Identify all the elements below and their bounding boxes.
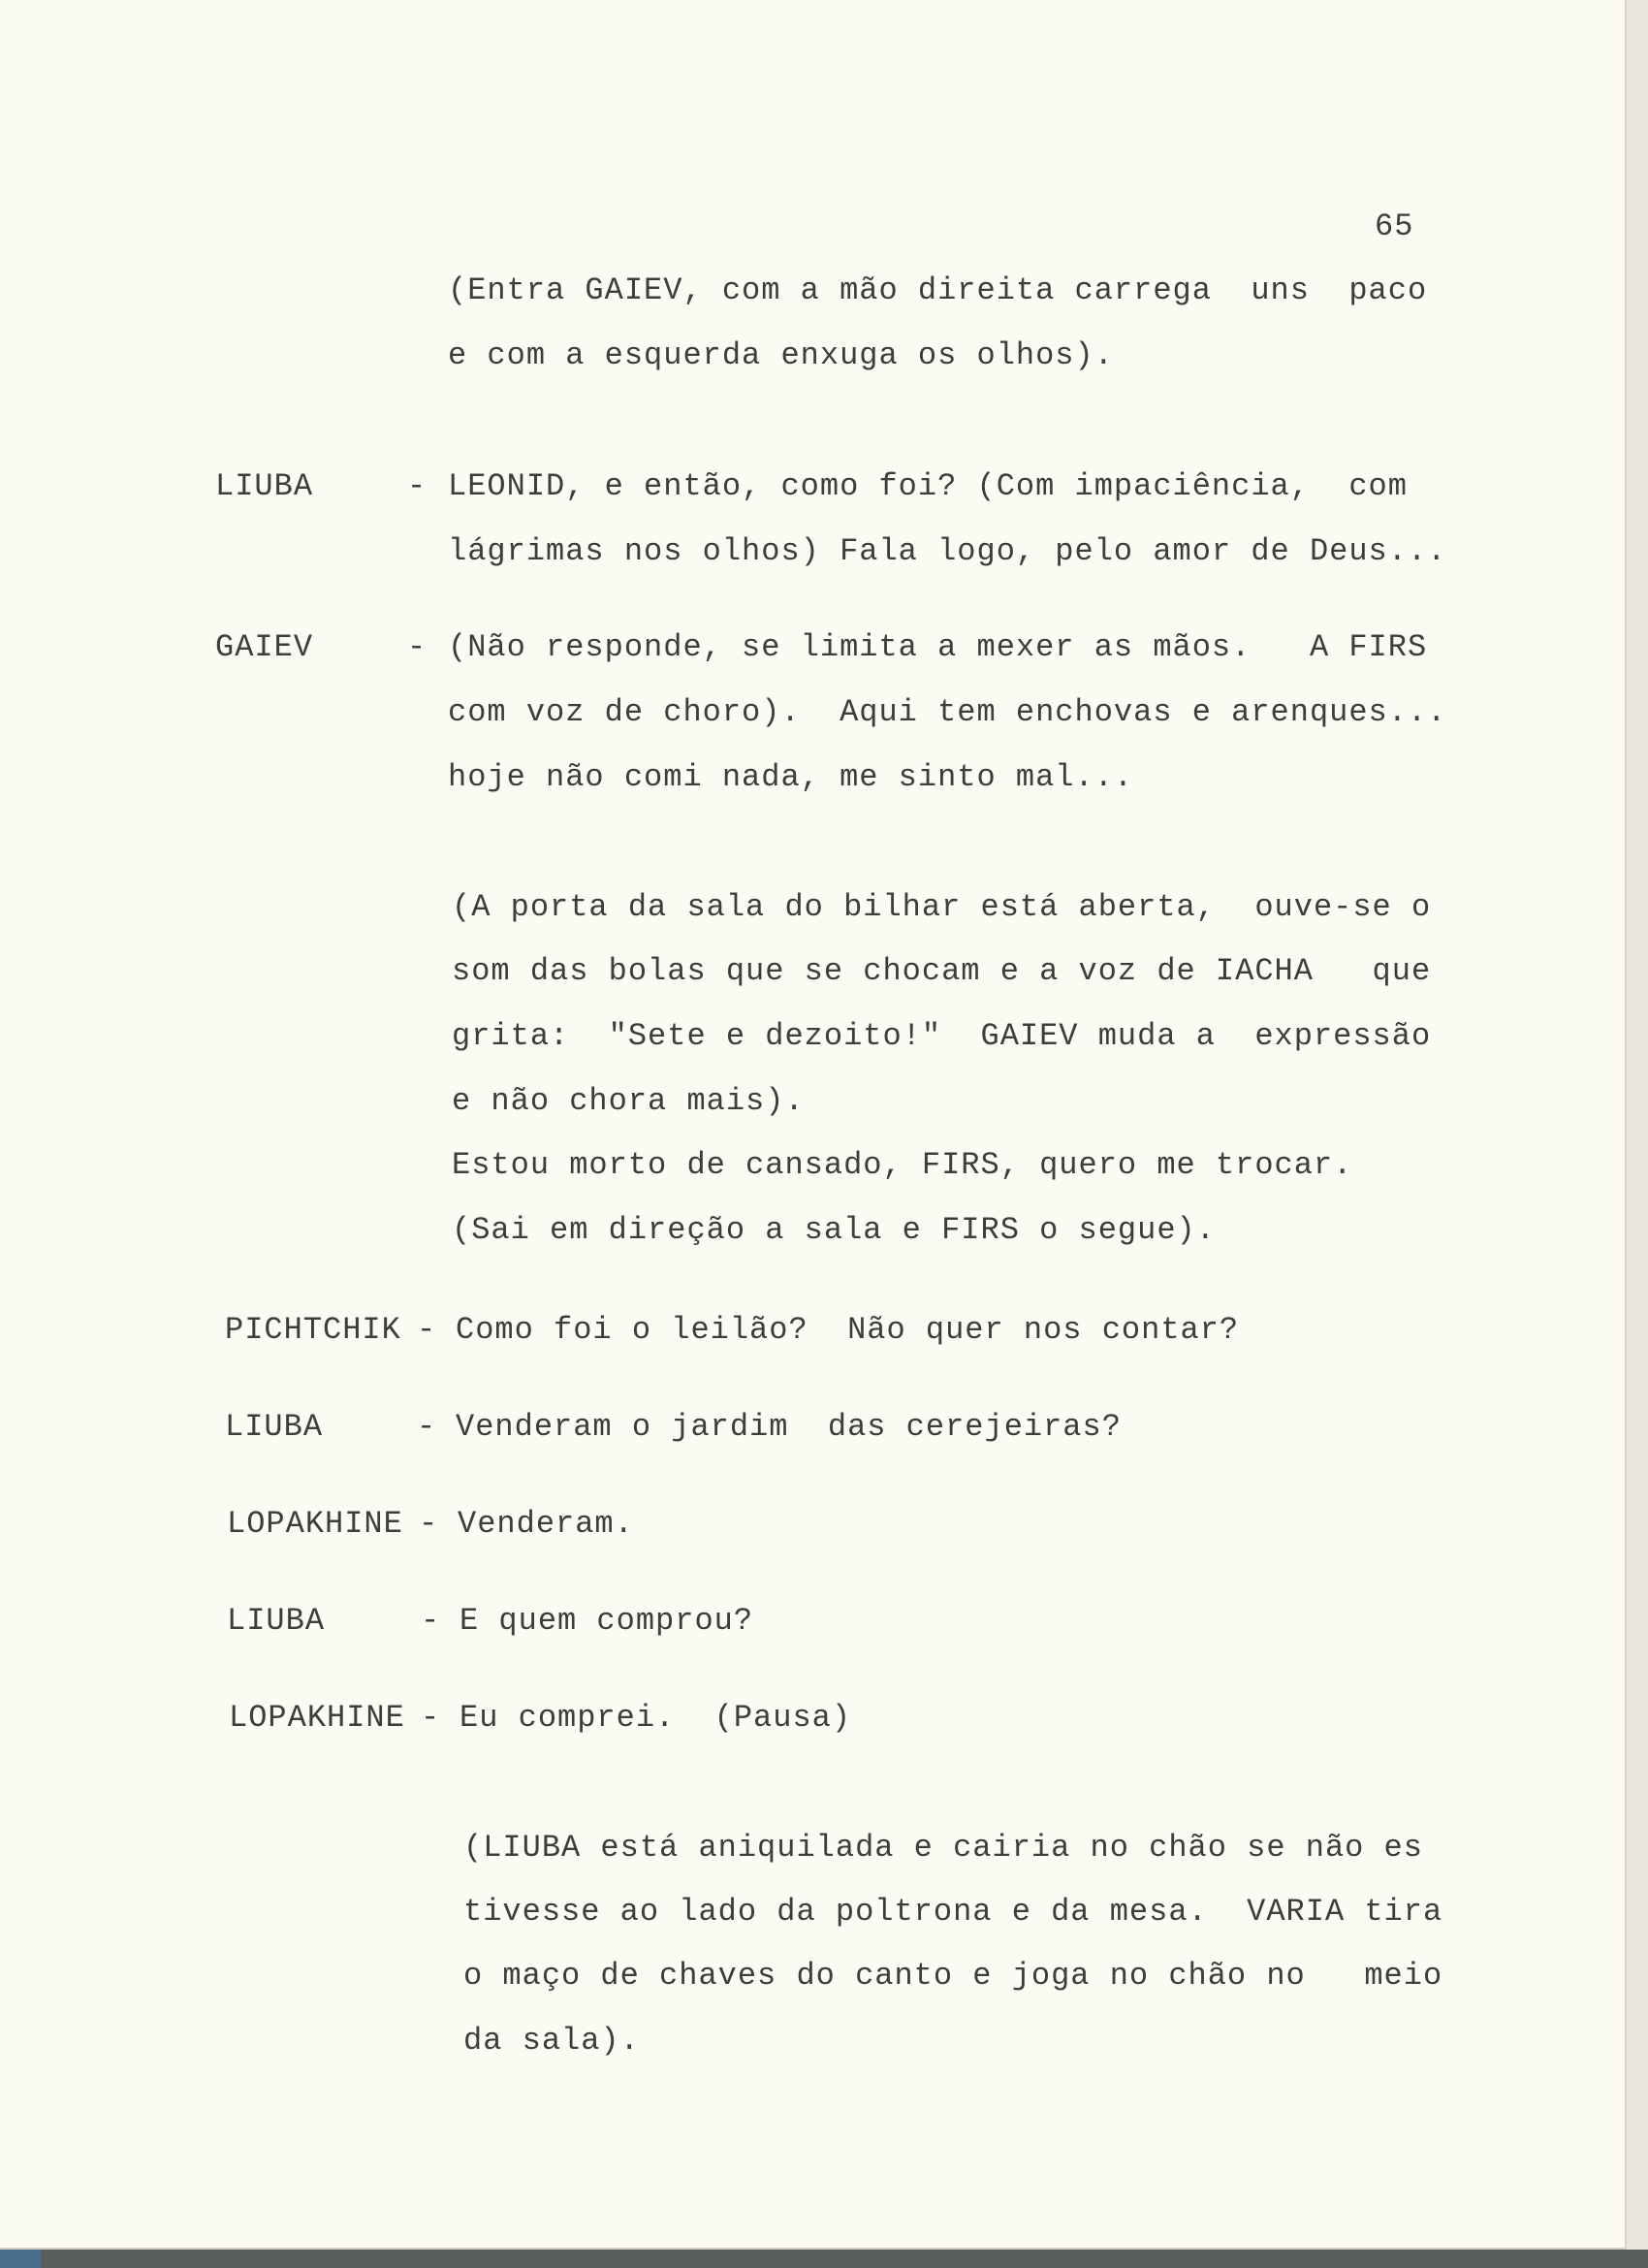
speaker-dash: - <box>417 1409 437 1445</box>
speaker-dash: - <box>421 1603 441 1639</box>
speaker-name: LIUBA <box>215 468 314 504</box>
dialogue-line: Como foi o leilão? Não quer nos contar? <box>456 1312 1240 1348</box>
stage-direction-line: grita: "Sete e dezoito!" GAIEV muda a expressão <box>452 1018 1432 1054</box>
dialogue-line: Eu comprei. (Pausa) <box>460 1700 852 1736</box>
speaker-dash: - <box>407 629 428 665</box>
stage-direction-line: (LIUBA está aniquilada e cairia no chão se não es <box>463 1830 1423 1866</box>
dialogue-line: lágrimas nos olhos) Fala logo, pelo amor de Deus... <box>448 533 1447 569</box>
speaker-name: LOPAKHINE <box>227 1506 403 1542</box>
stage-direction-line: (Sai em direção a sala e FIRS o segue). <box>452 1212 1216 1248</box>
speaker-dash: - <box>417 1312 437 1348</box>
speaker-name: PICHTCHIK <box>225 1312 401 1348</box>
stage-direction-line: da sala). <box>463 2023 640 2059</box>
speaker-dash: - <box>421 1700 441 1736</box>
speaker-name: GAIEV <box>215 629 314 665</box>
speaker-name: LOPAKHINE <box>229 1700 405 1736</box>
dialogue-line: com voz de choro). Aqui tem enchovas e arenques... <box>448 694 1447 730</box>
stage-direction-line: tivesse ao lado da poltrona e da mesa. VARIA tira <box>463 1894 1443 1930</box>
speaker-name: LIUBA <box>225 1409 324 1445</box>
dialogue-line: E quem comprou? <box>460 1603 754 1639</box>
speaker-dash: - <box>419 1506 439 1542</box>
stage-direction-line: e com a esquerda enxuga os olhos). <box>448 337 1114 373</box>
stage-direction-line: o maço de chaves do canto e joga no chão no meio <box>463 1958 1443 1994</box>
stage-direction-line: (A porta da sala do bilhar está aberta, ouve-se o <box>452 889 1432 925</box>
page-number: 65 <box>1375 208 1414 244</box>
stage-direction-line: som das bolas que se chocam e a voz de IACHA que <box>452 953 1432 989</box>
speaker-dash: - <box>407 468 428 504</box>
scan-bottom-edge <box>0 2250 1648 2268</box>
dialogue-line: Venderam. <box>458 1506 634 1542</box>
stage-direction-line: (Entra GAIEV, com a mão direita carrega uns paco <box>448 272 1428 308</box>
dialogue-line: (Não responde, se limita a mexer as mãos. A FIRS <box>448 629 1428 665</box>
stage-direction-line: Estou morto de cansado, FIRS, quero me trocar. <box>452 1147 1353 1183</box>
dialogue-line: LEONID, e então, como foi? (Com impaciência, com <box>448 468 1408 504</box>
dialogue-line: hoje não comi nada, me sinto mal... <box>448 759 1134 795</box>
stage-direction-line: e não chora mais). <box>452 1083 805 1119</box>
scan-edge-marker <box>0 2250 41 2268</box>
speaker-name: LIUBA <box>227 1603 326 1639</box>
dialogue-line: Venderam o jardim das cerejeiras? <box>456 1409 1122 1445</box>
